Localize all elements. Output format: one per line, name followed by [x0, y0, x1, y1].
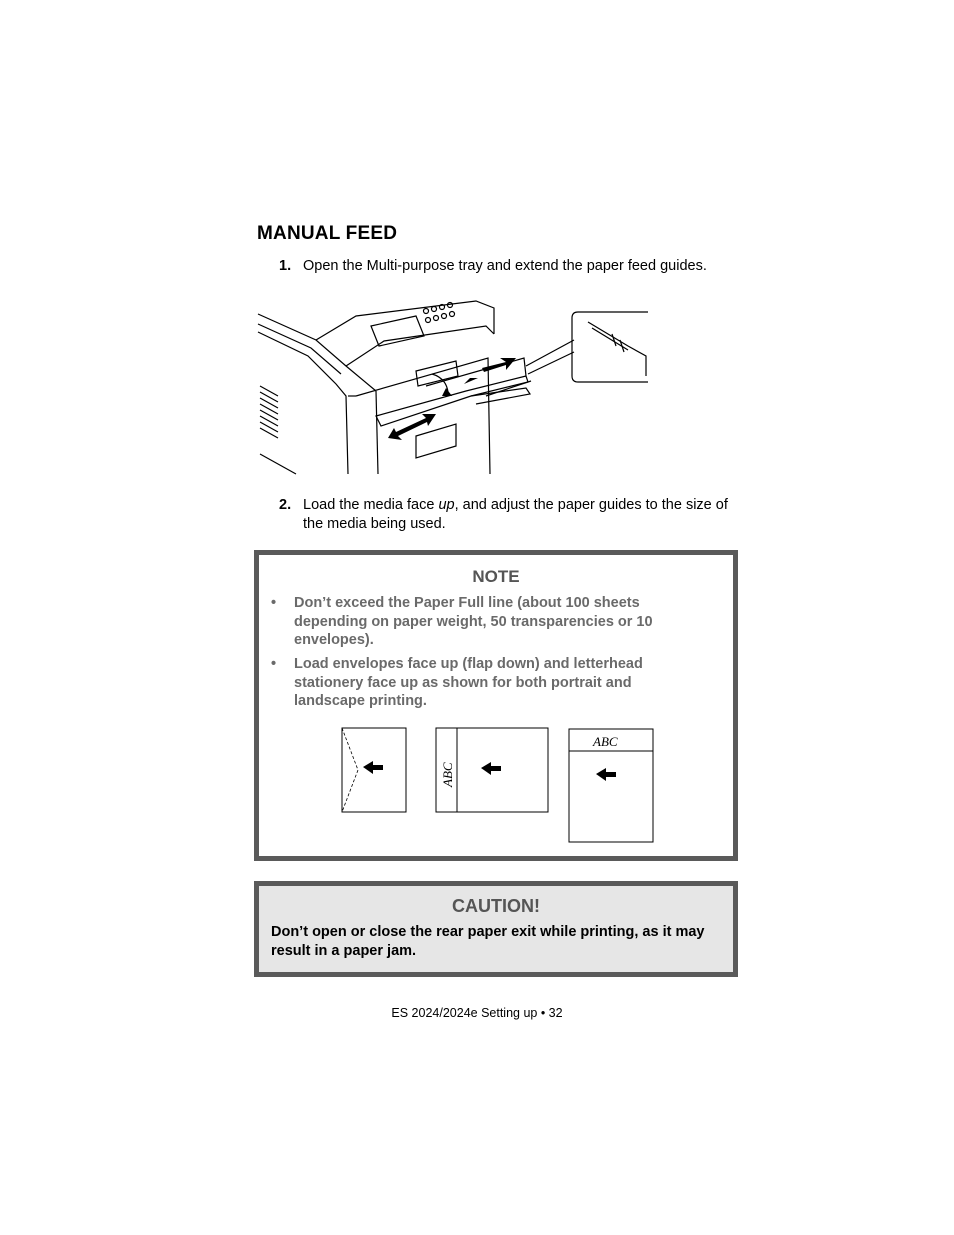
step-text-before: Load the media face	[303, 497, 439, 513]
portrait-letterhead-label: ABC	[593, 734, 618, 749]
step-text	[303, 496, 733, 534]
page-footer: ES 2024/2024e Setting up • 32	[391, 1006, 563, 1020]
note-title: NOTE	[472, 567, 520, 586]
note-item	[271, 594, 721, 652]
caution-box	[254, 881, 738, 977]
step-text: Open the Multi-purpose tray and extend the paper feed guides.	[303, 258, 707, 274]
media-orientation-figures	[259, 725, 733, 850]
printer-tray-illustration	[256, 296, 648, 476]
step-text-after: , and adjust the paper guides to the size of the media being used.	[303, 497, 728, 532]
note-item-text: Don’t exceed the Paper Full line (about 100 sheets depending on paper weight, 50 transparencies or 10 envelopes).	[294, 595, 653, 648]
bullet-dot: •	[271, 656, 277, 672]
step-text-emphasis: up	[438, 497, 455, 513]
step-number: 2.	[279, 497, 292, 513]
caution-text: Don’t open or close the rear paper exit while printing, as it may result in a paper jam.	[271, 924, 705, 959]
note-item	[271, 655, 721, 713]
section-title: MANUAL FEED	[257, 223, 398, 244]
landscape-letterhead-figure	[436, 728, 548, 812]
note-box	[254, 550, 738, 861]
landscape-letterhead-label: ABC	[440, 762, 455, 787]
envelope-figure	[342, 728, 406, 812]
portrait-letterhead-figure	[569, 729, 653, 842]
caution-title: CAUTION!	[452, 896, 540, 916]
step-number: 1.	[279, 258, 292, 274]
step-2	[279, 496, 729, 536]
step-1	[279, 257, 729, 277]
note-item-text: Load envelopes face up (flap down) and letterhead stationery face up as shown for both portrait and landscape printing.	[294, 656, 643, 709]
bullet-dot: •	[271, 595, 277, 611]
